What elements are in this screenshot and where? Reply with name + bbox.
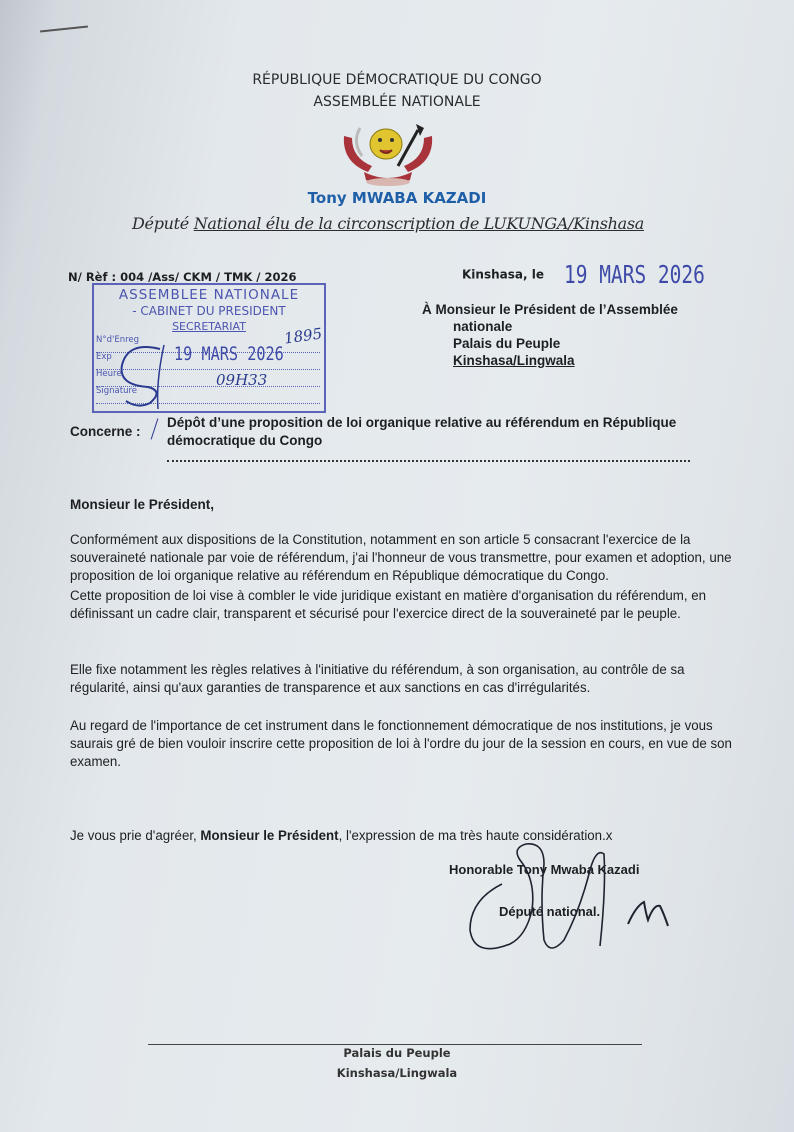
deputy-name: Tony MWABA KAZADI: [307, 189, 487, 207]
stamp-line-3: SECRETARIAT: [172, 320, 246, 333]
date-label: Kinshasa, le: [462, 267, 544, 282]
date-stamp: 19 MARS 2026: [563, 260, 705, 289]
stamp-date: 19 MARS 2026: [174, 343, 284, 365]
handwritten-signature-icon: [440, 840, 690, 960]
closing-bold: Monsieur le Président: [200, 828, 339, 843]
drc-coat-of-arms-icon: [334, 122, 442, 188]
salutation: Monsieur le Président,: [70, 497, 215, 512]
stamp-registration-number: 1895: [282, 324, 324, 348]
closing-paragraph: [70, 827, 732, 845]
deputy-title-rest: National élu de la circonscription de LUKUNGA/Kinshasa: [193, 214, 644, 233]
recipient-line-3: Palais du Peuple: [453, 336, 561, 351]
recipient-line-2: nationale: [453, 319, 513, 334]
stamp-time: 09H33: [216, 371, 268, 389]
body-paragraph-4: Au regard de l'importance de cet instrument dans le fonctionnement démocratique de nos institutions, je vous saurais gré de bien vouloir inscrire cette proposition de loi à l'ordre du jour de la session en cours, en vue de son examen.: [70, 718, 732, 769]
recipient-line-1: À Monsieur le Président de l’Assemblée: [422, 302, 678, 317]
signatory-name: Honorable Tony Mwaba Kazadi: [449, 862, 640, 877]
closing-post: , l'expression de ma très haute considération.x: [338, 828, 613, 843]
recipient-line-4: Kinshasa/Lingwala: [453, 353, 575, 368]
deputy-title: [132, 214, 644, 233]
stamp-field-exp: Exp: [96, 352, 320, 370]
stamp-field-signature: Signature: [96, 386, 320, 404]
subject-label: Concerne :: [70, 424, 141, 439]
closing-pre: Je vous prie d'agréer,: [70, 828, 201, 843]
body-paragraph-3: Elle fixe notamment les règles relatives à l'initiative du référendum, à son organisation, au contrôle de sa régularité, ainsi qu'aux garanties de transparence et aux sanctions en cas d'irrégularités.: [70, 662, 685, 695]
recipient-address: [422, 301, 678, 369]
institution-heading: ASSEMBLÉE NATIONALE: [313, 94, 481, 110]
stamp-field-time: Heure: [96, 369, 320, 387]
reception-stamp: [92, 283, 326, 413]
footer-line-2: Kinshasa/Lingwala: [336, 1066, 458, 1080]
stamp-field-registration: N°d'Enreg: [96, 335, 320, 353]
country-heading: RÉPUBLIQUE DÉMOCRATIQUE DU CONGO: [252, 72, 542, 88]
date-line: [462, 260, 745, 289]
signatory-title: Député national.: [499, 904, 601, 919]
subject-text: Dépôt d’une proposition de loi organique relative au référendum en République démocratique du Congo: [167, 415, 677, 448]
pen-mark: [40, 25, 88, 32]
stamp-initial-signature-icon: [108, 341, 178, 411]
footer-divider: [148, 1044, 642, 1045]
deputy-title-prefix: Député: [132, 214, 194, 233]
subject-divider: [167, 460, 690, 462]
stamp-line-2: - CABINET DU PRESIDENT: [132, 304, 286, 318]
reference-number: N/ Rèf : 004 /Ass/ CKM / TMK / 2026: [68, 270, 297, 284]
stamp-line-1: ASSEMBLEE NATIONALE: [118, 287, 300, 303]
pen-slash-mark: [151, 418, 159, 439]
body-paragraph-2: Cette proposition de loi vise à combler le vide juridique existant en matière d'organisation du référendum, en définissant un cadre clair, transparent et sécurisé pour l'exercice direct de la souveraineté par le peuple.: [70, 588, 707, 621]
footer-line-1: Palais du Peuple: [343, 1046, 451, 1060]
body-paragraph-1: Conformément aux dispositions de la Constitution, notamment en son article 5 consacrant l'exercice de la souveraineté nationale par voie de référendum, j'ai l'honneur de vous transmettre, pour examen et adoption, une proposition de loi organique relative au référendum en République démocratique du Congo.: [70, 532, 732, 583]
